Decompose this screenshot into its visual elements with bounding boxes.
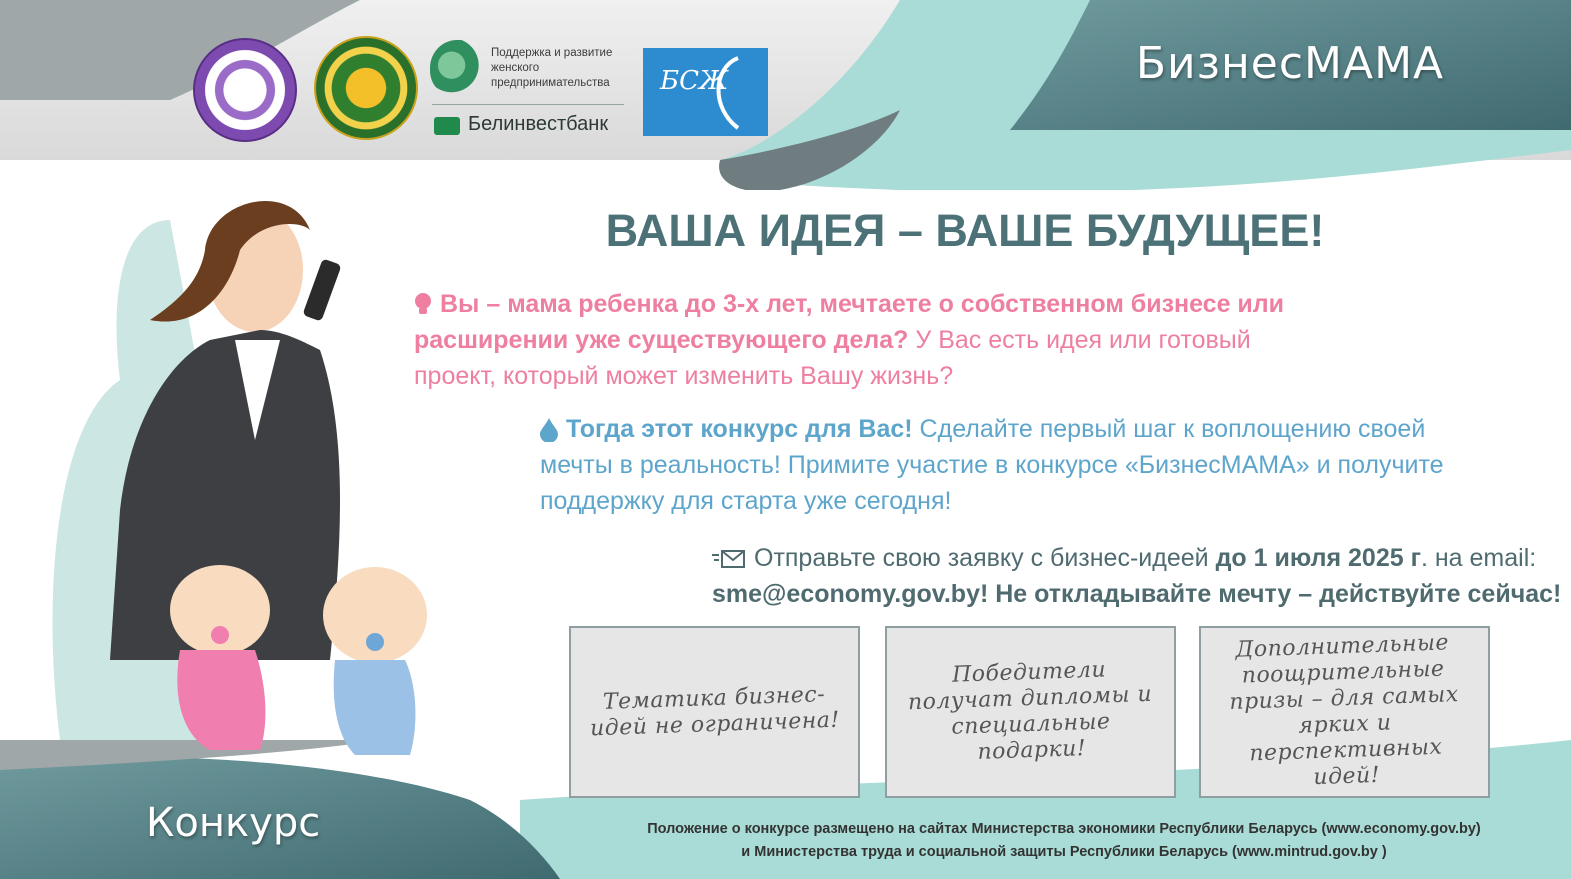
contest-label: Конкурс xyxy=(146,800,321,846)
intro-text: У Вас есть идея или готовый проект, который может изменить Вашу жизнь? xyxy=(414,326,1251,390)
intro-paragraph xyxy=(414,286,1314,394)
application-text-email-lead: . на email: xyxy=(1420,544,1537,572)
ministry-labour-logo xyxy=(314,36,418,140)
logo-divider xyxy=(432,104,624,105)
intro-question: Вы – мама ребенка до 3-х лет, мечтаете о собственном бизнесе или расширении уже существующего дела? xyxy=(414,290,1285,354)
regulation-note-line: Положение о конкурсе размещено на сайтах Министерства экономики Республики Беларусь (www.economy.gov.by) xyxy=(647,821,1481,837)
water-drop-icon xyxy=(540,418,558,442)
email-link[interactable]: sme@economy.gov.by xyxy=(712,580,980,608)
info-card-text: Победители получат дипломы и специальные подарки! xyxy=(907,657,1153,765)
invite-text: Сделайте первый шаг к воплощению своей мечты в реальность! Примите участие в конкурсе «БизнесМАМА» и получите поддержку для старта уже сегодня! xyxy=(540,415,1444,515)
women-support-logo-text: Поддержка и развитие женского предпринимательства xyxy=(491,47,613,89)
info-card-winners xyxy=(885,626,1176,798)
deadline: до 1 июля 2025 г xyxy=(1215,544,1421,572)
info-card-topics xyxy=(569,626,860,798)
info-card-text: Тематика бизнес-идей не ограничена! xyxy=(589,682,841,742)
call-to-action: ! Не откладывайте мечту – действуйте сейчас! xyxy=(979,580,1562,608)
brand-title: БизнесМАМА xyxy=(1135,38,1445,89)
application-paragraph xyxy=(712,540,1562,612)
ministry-economy-logo xyxy=(193,38,297,142)
invite-paragraph xyxy=(540,411,1460,519)
mail-icon xyxy=(712,549,746,569)
women-support-logo-icon xyxy=(430,40,484,96)
headline: ВАША ИДЕЯ – ВАШЕ БУДУЩЕЕ! xyxy=(605,205,1325,256)
application-text: Отправьте свою заявку с бизнес-идеей xyxy=(754,544,1216,572)
mother-with-babies-illustration xyxy=(0,180,470,760)
regulation-note-line: и Министерства труда и социальной защиты Республики Беларусь (www.mintrud.gov.by ) xyxy=(741,844,1387,860)
info-card-prizes xyxy=(1199,626,1490,798)
invite-lead: Тогда этот конкурс для Вас! xyxy=(566,415,913,443)
bank-logo-text: Белинвестбанк xyxy=(468,113,609,135)
info-card-text: Дополнительные поощрительные призы – для самых ярких и перспективных идей! xyxy=(1228,630,1460,791)
lightbulb-icon xyxy=(414,293,432,317)
bank-logo-icon xyxy=(434,117,460,135)
bzh-logo-text: БСЖ xyxy=(660,66,729,96)
regulation-note xyxy=(560,818,1568,864)
